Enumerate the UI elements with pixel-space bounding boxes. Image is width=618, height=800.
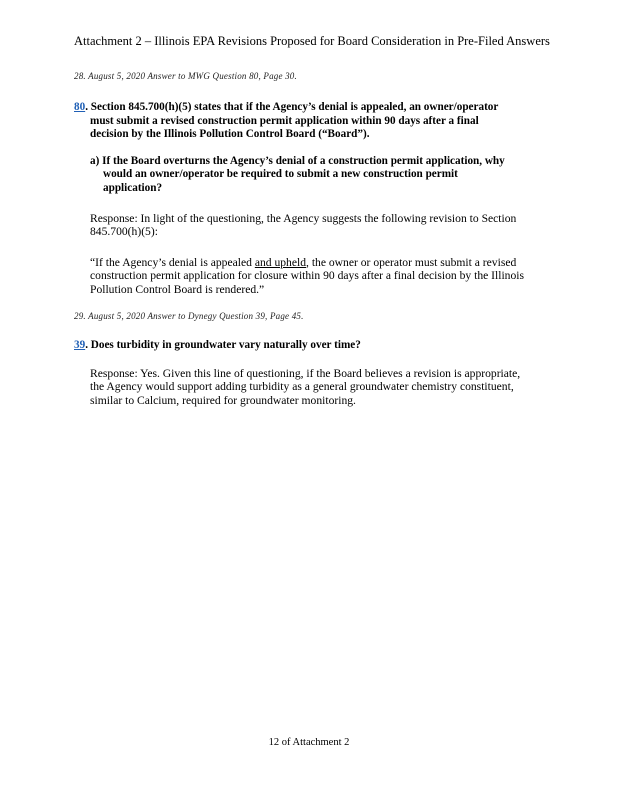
question-80-text-line3: decision by the Illinois Pollution Control Board (“Board”). [90, 128, 370, 141]
question-80-number-link[interactable]: 80 [74, 101, 86, 113]
quote-pre: “If the Agency’s denial is appealed [90, 256, 255, 269]
response-39-line3: similar to Calcium, required for groundwater monitoring. [90, 393, 356, 407]
question-80a [90, 155, 540, 195]
reference-line-29: 29. August 5, 2020 Answer to Dynegy Question 39, Page 45. [74, 311, 304, 321]
question-80a-line1: a) If the Board overturns the Agency’s denial of a construction permit application, why [90, 155, 505, 167]
response-39-line2: the Agency would support adding turbidity as a general groundwater chemistry constituent, [90, 380, 514, 394]
question-39-text: Does turbidity in groundwater vary naturally over time? [90, 339, 361, 351]
question-39 [74, 339, 534, 353]
question-80a-line2: would an owner/operator be required to submit a new construction permit [103, 168, 458, 181]
response-39 [90, 367, 545, 407]
page-header: Attachment 2 – Illinois EPA Revisions Proposed for Board Consideration in Pre-Filed Answers [74, 34, 550, 48]
question-80a-line3: application? [103, 181, 163, 194]
quote-line3: Pollution Control Board is rendered.” [90, 282, 265, 296]
question-80-text-line2: must submit a revised construction permit application within 90 days after a final [90, 114, 479, 127]
response-39-line1: Response: Yes. Given this line of questioning, if the Board believes a revision is appropriate, [90, 367, 521, 380]
quote-line2: construction permit application for closure within 90 days after a final decision by the Illinois [90, 269, 525, 283]
question-80-line1 [74, 101, 534, 115]
question-39-line [74, 339, 534, 353]
response-80-line2: 845.700(h)(5): [90, 225, 158, 239]
response-80-line1: Response: In light of the questioning, the Agency suggests the following revision to Section [90, 212, 517, 225]
question-80 [74, 101, 534, 142]
question-39-separator: . [85, 339, 91, 351]
question-80-text-line1: Section 845.700(h)(5) states that if the Agency’s denial is appealed, an owner/operator [90, 101, 499, 113]
response-80 [90, 212, 545, 239]
quote-underlined-text: and upheld [254, 256, 307, 269]
question-80-separator: . [85, 101, 91, 113]
quote-post: , the owner or operator must submit a revised [306, 256, 517, 269]
proposed-revision-quote [90, 256, 545, 296]
page-footer: 12 of Attachment 2 [268, 737, 350, 748]
question-39-number-link[interactable]: 39 [74, 339, 86, 351]
quote-line1 [90, 256, 545, 269]
reference-line-28: 28. August 5, 2020 Answer to MWG Question 80, Page 30. [74, 71, 297, 81]
